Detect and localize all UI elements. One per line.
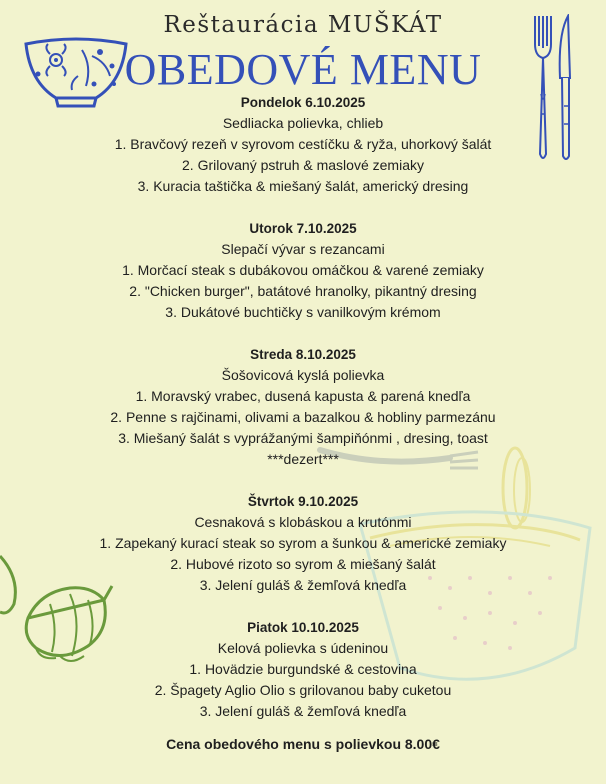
day-section	[0, 92, 606, 197]
soup: Kelová polievka s údeninou	[217, 640, 389, 656]
day-heading: Streda 8.10.2025	[250, 347, 356, 362]
dessert-note: ***dezert***	[267, 451, 339, 467]
day-section	[0, 491, 606, 596]
dish: 1. Morčací steak s dubákovou omáčkou & varené zemiaky	[122, 262, 484, 278]
day-heading: Pondelok 6.10.2025	[240, 95, 366, 110]
menu-title: OBEDOVÉ MENU	[124, 45, 482, 94]
soup: Slepačí vývar s rezancami	[221, 241, 385, 257]
dish: 3. Kuracia taštička & miešaný šalát, americký dresing	[137, 178, 469, 194]
day-section	[0, 617, 606, 722]
restaurant-name: Reštaurácia MUŠKÁT	[163, 12, 443, 38]
dish: 3. Jelení guláš & žemľová knedľa	[199, 703, 407, 719]
dish: 2. Hubové rizoto so syrom & miešaný šalát	[170, 556, 436, 572]
day-section	[0, 344, 606, 470]
day-heading: Utorok 7.10.2025	[249, 221, 357, 236]
menu-list	[0, 92, 606, 743]
soup: Cesnaková s klobáskou a krutónmi	[194, 514, 412, 530]
soup: Šošovicová kyslá polievka	[221, 367, 385, 383]
dish: 2. Špagety Aglio Olio s grilovanou baby cuketou	[154, 682, 452, 698]
dish: 2. Penne s rajčinami, olivami a bazalkou & hobliny parmezánu	[110, 409, 496, 425]
dish: 1. Bravčový rezeň v syrovom cestíčku & ryža, uhorkový šalát	[114, 136, 492, 152]
dish: 1. Hovädzie burgundské & cestovina	[189, 661, 417, 677]
day-heading: Štvrtok 9.10.2025	[247, 494, 359, 509]
day-section	[0, 218, 606, 323]
dish: 2. Grilovaný pstruh & maslové zemiaky	[182, 157, 424, 173]
dish: 1. Zapekaný kurací steak so syrom a šunkou & americké zemiaky	[99, 535, 507, 551]
dish: 3. Jelení guláš & žemľová knedľa	[199, 577, 407, 593]
price-note: Cena obedového menu s polievkou 8.00€	[166, 736, 440, 752]
day-heading: Piatok 10.10.2025	[247, 620, 359, 635]
dish: 3. Dukátové buchtičky s vanilkovým krémom	[165, 304, 441, 320]
dish: 3. Miešaný šalát s vyprážanými šampiňónmi , dresing, toast	[118, 430, 488, 446]
dish: 2. "Chicken burger", batátové hranolky, pikantný dresing	[129, 283, 477, 299]
soup: Sedliacka polievka, chlieb	[222, 115, 384, 131]
dish: 1. Moravský vrabec, dusená kapusta & parená knedľa	[135, 388, 471, 404]
